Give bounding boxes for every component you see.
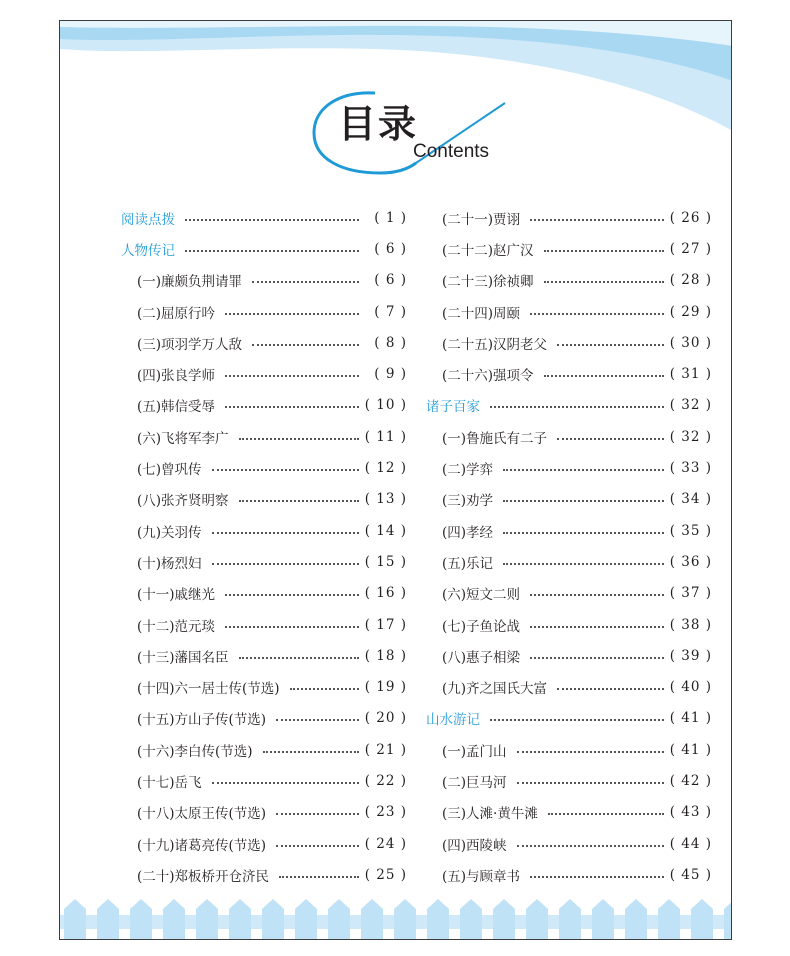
toc-entry: [426, 452, 712, 483]
toc-page-number: ( 39 ): [669, 647, 712, 664]
title-block: [300, 87, 530, 177]
dot-leader: [212, 469, 359, 471]
dot-leader: [503, 563, 664, 565]
toc-entry-title: (一)廉颇负荆请罪: [137, 274, 243, 291]
toc-page-number: ( 34 ): [669, 491, 712, 508]
dot-leader: [239, 500, 359, 502]
toc-page-number: ( 21 ): [364, 741, 407, 758]
dot-leader: [212, 782, 359, 784]
toc-page-number: ( 27 ): [669, 240, 712, 257]
toc-section-heading: [121, 233, 407, 264]
dot-leader: [557, 438, 664, 440]
toc-entry-title: (十)杨烈妇: [137, 555, 202, 572]
toc-entry: [121, 265, 407, 296]
toc-entry-title: (十四)六一居士传(节选): [137, 681, 280, 698]
toc-entry-title: (十一)戚继光: [137, 587, 216, 604]
toc-entry-title: (十六)李白传(节选): [137, 743, 253, 760]
toc-page-number: ( 30 ): [669, 334, 712, 351]
toc-entry: [121, 421, 407, 452]
dot-leader: [530, 219, 664, 221]
toc-entry: [121, 484, 407, 515]
toc-entry-title: (六)飞将军李广: [137, 430, 229, 447]
toc-page-number: ( 19 ): [364, 679, 407, 696]
toc-page-number: ( 8 ): [374, 334, 407, 351]
toc-entry: [426, 578, 712, 609]
toc-page-number: ( 40 ): [669, 679, 712, 696]
toc-entry: [121, 671, 407, 702]
page-title: 目录: [338, 102, 419, 146]
toc-entry-title: (十五)方山子传(节选): [137, 712, 267, 729]
toc-entry: [426, 734, 712, 765]
toc-entry: [121, 640, 407, 671]
toc-page-number: ( 38 ): [669, 616, 712, 633]
toc-entry-title: (十三)藩国名臣: [137, 649, 229, 666]
toc-page-number: ( 35 ): [669, 522, 712, 539]
dot-leader: [225, 406, 359, 408]
toc-page-number: ( 29 ): [669, 303, 712, 320]
toc-entry: [426, 484, 712, 515]
dot-leader: [225, 594, 359, 596]
toc-entry: [426, 265, 712, 296]
toc-page-number: ( 32 ): [669, 428, 712, 445]
toc-entry: [426, 828, 712, 859]
dot-leader: [530, 657, 664, 659]
toc-entry-title: 阅读点拨: [121, 211, 175, 228]
toc-entry-title: (二)屈原行吟: [137, 305, 216, 322]
dot-leader: [490, 719, 664, 721]
dot-leader: [544, 250, 664, 252]
dot-leader: [544, 281, 664, 283]
dot-leader: [490, 406, 664, 408]
toc-entry: [426, 327, 712, 358]
toc-entry-title: (十八)太原王传(节选): [137, 806, 267, 823]
toc-page-number: ( 37 ): [669, 585, 712, 602]
toc-entry: [121, 828, 407, 859]
dot-leader: [252, 344, 359, 346]
dot-leader: [548, 813, 664, 815]
toc-entry-title: (八)张齐贤明察: [137, 493, 229, 510]
toc-entry: [426, 609, 712, 640]
toc-page-number: ( 32 ): [669, 397, 712, 414]
toc-entry-title: (二十四)周颐: [442, 305, 521, 322]
toc-entry-title: 山水游记: [426, 712, 480, 729]
toc-entry: [121, 703, 407, 734]
toc-entry-title: (二十二)赵广汉: [442, 242, 534, 259]
dot-leader: [557, 344, 664, 346]
toc-entry-title: (七)曾巩传: [137, 462, 202, 479]
toc-page-number: ( 41 ): [669, 710, 712, 727]
toc-entry-title: (九)关羽传: [137, 524, 202, 541]
toc-page-number: ( 18 ): [364, 647, 407, 664]
dot-leader: [290, 688, 359, 690]
toc-page-number: ( 6 ): [374, 240, 407, 257]
toc-entry: [121, 734, 407, 765]
toc-entry-title: (二十一)贾诩: [442, 211, 521, 228]
toc-entry-title: (五)韩信受辱: [137, 399, 216, 416]
toc-entry-title: (二)学弈: [442, 462, 494, 479]
toc-entry: [121, 546, 407, 577]
dot-leader: [212, 532, 359, 534]
toc-entry: [121, 515, 407, 546]
toc-page-number: ( 9 ): [374, 366, 407, 383]
toc-entry-title: (三)人滩·黄牛滩: [442, 806, 538, 823]
toc-entry: [426, 296, 712, 327]
toc-entry-title: (一)鲁施氏有二子: [442, 430, 548, 447]
toc-entry-title: (二十五)汉阴老父: [442, 336, 548, 353]
toc-entry-title: (二十六)强项令: [442, 368, 534, 385]
dot-leader: [225, 626, 359, 628]
toc-entry-title: (十七)岳飞: [137, 774, 202, 791]
toc-entry: [426, 233, 712, 264]
toc-page-number: ( 14 ): [364, 522, 407, 539]
dot-leader: [252, 281, 359, 283]
toc-page-number: ( 15 ): [364, 553, 407, 570]
toc-entry: [426, 421, 712, 452]
dot-leader: [276, 845, 359, 847]
toc-entry: [426, 202, 712, 233]
toc-entry: [121, 578, 407, 609]
toc-entry: [426, 640, 712, 671]
toc-entry-title: (九)齐之国氏大富: [442, 681, 548, 698]
toc-page-number: ( 10 ): [364, 397, 407, 414]
dot-leader: [185, 219, 359, 221]
toc-page-number: ( 41 ): [669, 741, 712, 758]
dot-leader: [517, 845, 664, 847]
toc-entry-title: (四)孝经: [442, 524, 494, 541]
toc-entry-title: (三)劝学: [442, 493, 494, 510]
toc-page-number: ( 44 ): [669, 835, 712, 852]
toc-entry-title: 诸子百家: [426, 399, 480, 416]
toc-entry: [426, 859, 712, 890]
dot-leader: [263, 751, 359, 753]
toc-page-number: ( 20 ): [364, 710, 407, 727]
toc-entry-title: (三)项羽学万人敌: [137, 336, 243, 353]
toc-section-heading: [121, 202, 407, 233]
toc-entry: [426, 765, 712, 796]
book-page: [59, 20, 732, 940]
toc-page-number: ( 24 ): [364, 835, 407, 852]
toc-entry-title: (二十)郑板桥开仓济民: [137, 868, 270, 885]
toc-page-number: ( 16 ): [364, 585, 407, 602]
toc-page-number: ( 7 ): [374, 303, 407, 320]
toc-entry: [121, 390, 407, 421]
toc-entry-title: (四)西陵峡: [442, 837, 507, 854]
toc-entry: [121, 358, 407, 389]
toc-entry-title: (一)孟门山: [442, 743, 507, 760]
toc-entry-title: (七)子鱼论战: [442, 618, 521, 635]
toc-page-number: ( 42 ): [669, 772, 712, 789]
dot-leader: [239, 438, 359, 440]
toc-left-column: [121, 202, 407, 891]
toc-entry: [426, 671, 712, 702]
toc-page-number: ( 11 ): [364, 428, 407, 445]
toc-page-number: ( 45 ): [669, 866, 712, 883]
toc-page-number: ( 23 ): [364, 804, 407, 821]
toc-page-number: ( 6 ): [374, 272, 407, 289]
toc-page-number: ( 13 ): [364, 491, 407, 508]
page-subtitle: Contents: [413, 141, 490, 162]
toc-page-number: ( 28 ): [669, 272, 712, 289]
dot-leader: [544, 375, 664, 377]
toc-entry: [426, 546, 712, 577]
dot-leader: [279, 876, 359, 878]
dot-leader: [530, 313, 664, 315]
dot-leader: [503, 469, 664, 471]
toc-right-column: [426, 202, 712, 891]
dot-leader: [517, 782, 664, 784]
toc-entry-title: (五)与顾章书: [442, 868, 521, 885]
dot-leader: [239, 657, 359, 659]
dot-leader: [225, 375, 359, 377]
toc-page-number: ( 36 ): [669, 553, 712, 570]
dot-leader: [276, 719, 359, 721]
toc-entry: [121, 452, 407, 483]
toc-page-number: ( 26 ): [669, 209, 712, 226]
dot-leader: [276, 813, 359, 815]
toc-entry: [121, 296, 407, 327]
bottom-fence-decoration: [60, 897, 732, 939]
toc-section-heading: [426, 703, 712, 734]
dot-leader: [185, 250, 359, 252]
toc-page-number: ( 33 ): [669, 460, 712, 477]
toc-page-number: ( 12 ): [364, 460, 407, 477]
dot-leader: [503, 532, 664, 534]
toc-entry: [426, 358, 712, 389]
dot-leader: [530, 626, 664, 628]
toc-entry: [121, 327, 407, 358]
toc-entry-title: (六)短文二则: [442, 587, 521, 604]
toc-page-number: ( 1 ): [374, 209, 407, 226]
toc-entry: [121, 797, 407, 828]
toc-entry-title: (四)张良学师: [137, 368, 216, 385]
toc-entry-title: (五)乐记: [442, 555, 494, 572]
dot-leader: [503, 500, 664, 502]
toc-entry-title: (八)惠子相梁: [442, 649, 521, 666]
dot-leader: [225, 313, 359, 315]
toc-entry-title: 人物传记: [121, 242, 175, 259]
toc-entry-title: (二十三)徐祯卿: [442, 274, 534, 291]
toc-entry: [426, 797, 712, 828]
toc-page-number: ( 17 ): [364, 616, 407, 633]
toc-page-number: ( 31 ): [669, 366, 712, 383]
dot-leader: [212, 563, 359, 565]
toc-entry: [121, 609, 407, 640]
toc-entry: [426, 515, 712, 546]
toc-entry-title: (二)巨马河: [442, 774, 507, 791]
dot-leader: [517, 751, 664, 753]
toc-entry-title: (十二)范元琰: [137, 618, 216, 635]
toc-page-number: ( 25 ): [364, 866, 407, 883]
toc-page-number: ( 43 ): [669, 804, 712, 821]
dot-leader: [530, 876, 664, 878]
dot-leader: [530, 594, 664, 596]
toc-entry: [121, 765, 407, 796]
toc-entry-title: (十九)诸葛亮传(节选): [137, 837, 267, 854]
toc-section-heading: [426, 390, 712, 421]
dot-leader: [557, 688, 664, 690]
toc-entry: [121, 859, 407, 890]
toc-page-number: ( 22 ): [364, 772, 407, 789]
